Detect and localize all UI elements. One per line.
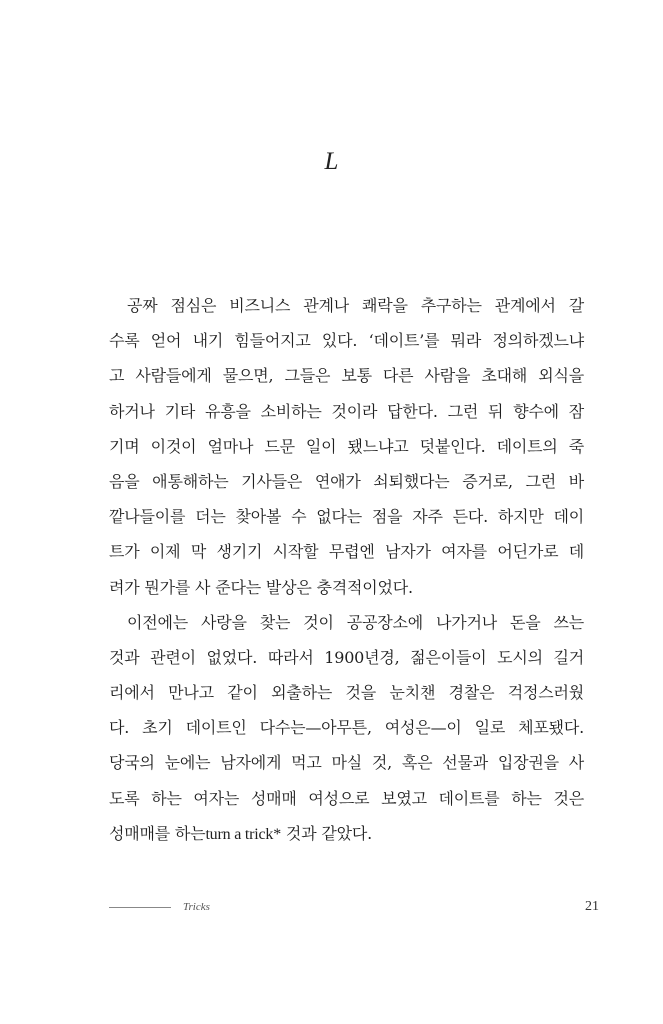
paragraph-line: 하거나 기타 유흥을 소비하는 것이라 답한다. 그런 뒤 향수에 잠 xyxy=(109,401,584,421)
paragraph-line: 려가 뭔가를 사 준다는 발상은 충격적이었다. xyxy=(109,577,413,597)
paragraph-line: 음을 애통해하는 기사들은 연애가 쇠퇴했다는 증거로, 그런 바 xyxy=(109,471,584,491)
paragraph-line: 도록 하는 여자는 성매매 여성으로 보였고 데이트를 하는 것은 xyxy=(109,788,584,808)
page-footer xyxy=(109,898,599,918)
text-fragment: 성매매를 하는 xyxy=(109,823,206,843)
body-text xyxy=(109,288,584,851)
paragraph-line: 당국의 눈에는 남자에게 먹고 마실 것, 혹은 선물과 입장권을 사 xyxy=(109,753,584,773)
paragraph-line: 공짜 점심은 비즈니스 관계나 쾌락을 추구하는 관계에서 갈 xyxy=(127,296,584,315)
footer-divider xyxy=(109,907,171,908)
paragraph-line: 고 사람들에게 물으면, 그들은 보통 다른 사람을 초대해 외식을 xyxy=(109,366,584,386)
english-term: turn a trick* xyxy=(205,825,282,843)
chapter-initial: L xyxy=(324,148,339,175)
paragraph-line: 깥나들이를 더는 찾아볼 수 없다는 점을 자주 든다. 하지만 데이 xyxy=(109,507,584,527)
paragraph-line: 기며 이것이 얼마나 드문 일이 됐느냐고 덧붙인다. 데이트의 죽 xyxy=(109,436,584,456)
page-number: 21 xyxy=(585,899,599,914)
paragraph-line: 리에서 만나고 같이 외출하는 것을 눈치챈 경찰은 걱정스러웠 xyxy=(109,683,584,703)
paragraph-line: 트가 이제 막 생기기 시작할 무렵엔 남자가 여자를 어딘가로 데 xyxy=(109,542,584,562)
paragraph-line: 이전에는 사랑을 찾는 것이 공공장소에 나가거나 돈을 쓰는 xyxy=(127,612,584,632)
text-fragment: 것과 같았다. xyxy=(281,823,372,843)
paragraph-line: 수록 얻어 내기 힘들어지고 있다. ‘데이트’를 뭐라 정의하겠느냐 xyxy=(109,331,584,351)
running-title: Tricks xyxy=(183,901,210,913)
paragraph-line: 것과 관련이 없었다. 따라서 1900년경, 젊은이들이 도시의 길거 xyxy=(109,647,584,667)
paragraph-line-final xyxy=(109,816,584,851)
paragraph-line: 다. 초기 데이트인 다수는—아무튼, 여성은—이 일로 체포됐다. xyxy=(109,718,584,738)
